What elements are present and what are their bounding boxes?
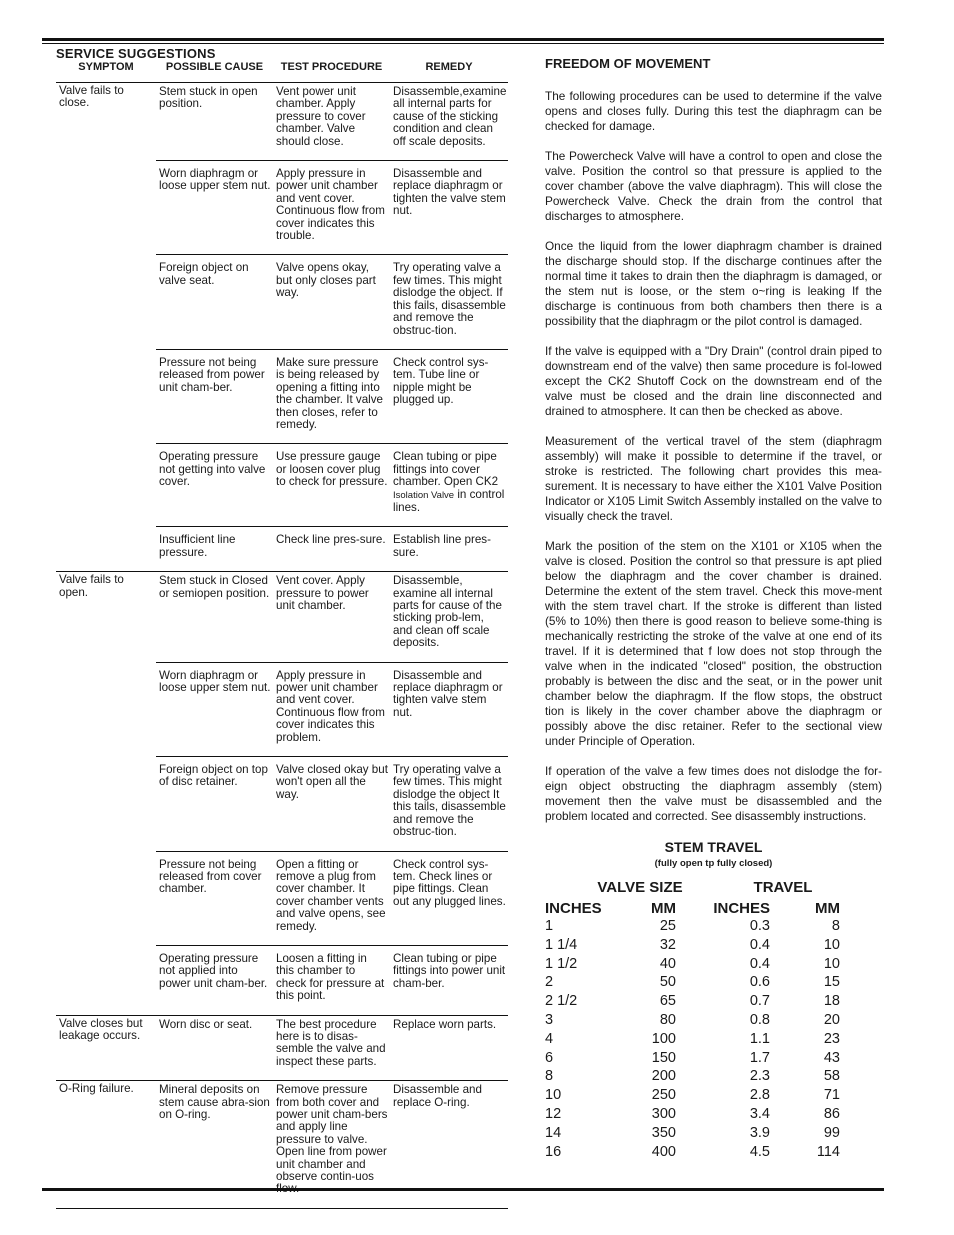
top-rule [42,38,884,41]
stem-travel-cell: 3.4 [749,1105,770,1122]
stem-travel-cell: 40 [659,955,676,972]
stem-travel-cell: 4 [545,1030,554,1047]
stem-travel-cell: 58 [823,1068,840,1085]
stem-travel-cell: 14 [545,1124,562,1141]
remedy-cell: Disassemble, examine all internal parts for cause of the sticking prob-lem, and clean off scale deposits. [393,574,502,650]
table-row [156,349,508,443]
stem-travel-cell: 0.3 [749,918,770,934]
stem-travel-cell: 10 [823,955,840,972]
stem-travel-cell: 86 [823,1105,840,1122]
symptom-group [56,572,508,1015]
remedy-cell: Replace worn parts. [393,1017,497,1031]
symptom-cell: Valve fails to close. [59,84,124,110]
cause-cell: Stem stuck in Closed or semiopen position. [159,574,270,600]
stem-travel-cell: 0.4 [749,936,770,953]
test-cell: Make sure pressure is being released by opening a fitting into the chamber. It valve then closes, refer to remedy. [276,355,383,431]
stem-travel-cell: 25 [659,918,676,934]
symptom-cell: Valve closes but leakage occurs. [59,1016,143,1042]
table-row [156,756,508,850]
stem-travel-row [545,1105,882,1124]
stem-travel-row [545,1086,882,1105]
stem-travel-row [545,1124,882,1143]
remedy-cell: Try operating valve a few times. This might dislodge the object It this tails, disassemble and remove the obstruc-tion. [393,763,506,839]
cause-cell: Worn disc or seat. [159,1017,253,1031]
stem-travel-cell: 2.8 [749,1087,770,1104]
col-header-inches: INCHES [545,900,602,917]
cause-rows [156,1016,508,1081]
cause-cell: Worn diaphragm or loose upper stem nut. [159,668,271,695]
stem-travel-rows [545,917,882,1161]
stem-travel-row [545,917,882,936]
remedy-cell: Disassemble and replace diaphragm or tighten valve stem nut. [393,668,503,719]
cause-cell: Foreign object on valve seat. [159,261,249,287]
remedy-cell: Check control sys-tem. Tube line or nipple might be plugged up. [393,355,489,407]
paragraph: Once the liquid from the lower diaphragm chamber is drained the discharge should stop. If the discharge continues after the normal time it takes to drain then the diaphragm is damaged, or the stem nut is loose, or the stem o~ring is leaking If the discharge is continuous from both chambers then there is a possibility that the diaphragm or the pilot control is damaged. [545,239,882,328]
paragraph: If operation of the valve a few times does not dislodge the for-eign object obstructing the diaphragm assembly (stem) movement then the valve must be disassembled and the problem located and corrected. See disassembly instructions. [545,764,882,823]
symptom-group [56,1016,508,1082]
test-cell: Vent power unit chamber. Apply pressure to cover chamber. Valve should close. [276,85,366,148]
stem-travel-cell: 99 [823,1124,840,1141]
bottom-rule [42,1188,884,1191]
test-cell: Apply pressure in power unit chamber and vent cover. Continuous flow from cover indicates this problem. [276,668,385,744]
table-row [156,83,508,160]
stem-travel-cell: 150 [651,1049,676,1066]
remedy-cell [390,451,508,514]
test-cell: The best procedure here is to disas-semble the valve and inspect these parts. [276,1017,386,1068]
stem-travel-col-headers [545,900,882,917]
stem-travel-cell: 12 [545,1105,562,1122]
paragraph: If the valve is equipped with a "Dry Drain" (control drain piped to downstream end of the valve) then same procedure is fol-lowed except the CK2 Shutoff Cock on the downstream end of the valve must be closed and the drain line disconnected and drained to atmosphere. It can then be checked as above. [545,344,882,418]
stem-travel-cell: 16 [545,1143,562,1160]
remedy-cell: Try operating valve a few times. This might dislodge the object. If this fails, disassemble and remove the obstruc-tion. [393,261,506,337]
cause-cell: Worn diaphragm or loose upper stem nut. [159,167,271,193]
table-row [156,443,508,526]
stem-travel-cell: 4.5 [749,1143,770,1160]
stem-travel-cell: 6 [545,1049,554,1066]
paragraph: The Powercheck Valve will have a control to open and close the valve. Position the control so that pressure is applied to the cover chamber (above the valve diaphragm). This will close the Powercheck Valve. Check the drain from the control that discharges to atmosphere. [545,149,882,223]
stem-travel-cell: 1.1 [749,1030,770,1047]
freedom-paragraphs [545,89,882,824]
stem-travel-cell: 32 [659,936,676,953]
stem-travel-cell: 50 [659,974,676,991]
stem-travel-row [545,936,882,955]
stem-travel-subtitle: (fully open tp fully closed) [654,858,773,869]
cause-cell: Mineral deposits on stem cause abra-sion on O-ring. [159,1083,270,1121]
stem-travel-cell: 65 [659,993,676,1010]
cause-rows [156,572,508,1014]
stem-travel-cell: 43 [823,1049,840,1066]
test-cell: Valve opens okay, but only closes part way. [276,261,376,300]
header-symptom: SYMPTOM [78,61,134,73]
cause-cell: Pressure not being released from cover chamber. [159,857,262,896]
group-header-travel: TRAVEL [753,879,813,896]
stem-travel-cell: 0.6 [749,974,770,991]
stem-travel-cell: 10 [545,1087,562,1104]
stem-travel-row [545,992,882,1011]
stem-travel-cell: 350 [651,1124,676,1141]
remedy-text-small: Isolation Valve [393,489,455,501]
header-test: TEST PROCEDURE [280,61,383,73]
remedy-text-a: Clean tubing or pipe fittings into cover chamber. Open CK2 [393,450,499,489]
cause-cell: Stem stuck in open position. [159,85,258,111]
stem-travel-cell: 2.3 [749,1068,770,1085]
stem-travel-cell: 0.7 [749,993,770,1010]
stem-travel-row [545,1067,882,1086]
header-remedy: REMEDY [425,61,473,73]
remedy-cell: Establish line pres-sure. [393,533,491,559]
table-row [156,851,508,945]
cause-cell: Insufficient line pressure. [159,533,236,559]
cause-cell: Operating pressure not getting into valve cover. [159,450,266,489]
section-title: SERVICE SUGGESTIONS [56,46,216,61]
test-cell: Vent cover. Apply pressure to power unit chamber. [276,574,369,612]
stem-travel-cell: 2 [545,974,554,991]
stem-travel-cell: 15 [823,974,840,991]
stem-travel-cell: 18 [823,993,840,1010]
test-cell: Open a fitting or remove a plug from cover chamber. It cover chamber vents and valve opens, see remedy. [276,857,386,933]
group-header-valve-size: VALVE SIZE [597,879,683,896]
freedom-of-movement [545,56,882,1161]
stem-travel-cell: 300 [651,1105,676,1122]
stem-travel-row [545,1030,882,1049]
stem-travel-group-headers [545,879,882,896]
stem-travel-cell: 71 [823,1087,840,1104]
cause-rows [156,83,508,571]
stem-travel-cell: 8 [831,918,840,934]
remedy-cell: Disassemble,examine all internal parts for cause of the sticking condition and clean off scale deposits. [393,85,507,148]
table-row [156,254,508,348]
test-cell: Valve closed okay but won't open all the way. [276,763,388,801]
test-cell: Remove pressure from both cover and power unit cham-bers and apply line pressure to valve. Open line from power unit chamber and observe contin-uos [276,1083,388,1184]
stem-travel-cell: 250 [651,1087,676,1104]
stem-travel-cell: 1.7 [749,1049,770,1066]
stem-travel-cell: 23 [823,1030,840,1047]
paragraph: Mark the position of the stem on the X101 or X105 when the valve is closed. Position the control so that pressure is apt plied below the diaphragm and the cover chamber is drained. Determine the extent of the stem travel. Check this move-ment with the stem travel chart. If the stroke is different than listed (5% to 10%) then there is good reason to believe some-thing is mechanically restricting the stroke of the valve at one end of its travel. If it is determined that f low does not stop through the valve when in the indicated "closed" position, the obstruction probably is between the disc and the seat, or in the power unit chamber below the diaphragm. If the flow stops, the obstruct tion is likely in the cover chamber above the diaphragm or possibly above the disc retainer. Refer to the sectional view under Principle of Operation. [545,539,882,748]
remedy-cell: Check control sys-tem. Check lines or pipe fittings. Clean out any plugged lines. [393,857,506,908]
test-cell: Check line pres-sure. [276,533,386,547]
stem-travel-cell: 20 [823,1011,840,1028]
stem-travel-cell: 8 [545,1068,554,1085]
symptom-group [56,83,508,572]
stem-travel-row [545,1143,882,1162]
stem-travel-title: STEM TRAVEL [664,839,763,855]
table-row [156,662,508,756]
stem-travel-cell: 114 [816,1143,840,1160]
stem-travel-row [545,955,882,974]
table-row [156,160,508,254]
stem-travel-cell: 200 [651,1068,676,1085]
stem-travel-cell: 1 [545,918,554,934]
table-body [56,83,508,1209]
col-header-travel-inches: INCHES [713,900,770,917]
stem-travel-cell: 0.4 [749,955,770,972]
stem-travel-row [545,1011,882,1030]
stem-travel-cell: 3 [545,1011,554,1028]
freedom-title: FREEDOM OF MOVEMENT [545,56,711,71]
remedy-cell: Clean tubing or pipe fittings into power unit cham-ber. [393,951,506,990]
table-row [156,572,508,661]
cause-cell: Operating pressure not applied into power unit cham-ber. [159,951,268,990]
stem-travel-row [545,973,882,992]
stem-travel-cell: 1 1/4 [545,936,578,953]
header-cause: POSSIBLE CAUSE [165,61,264,73]
cause-cell: Pressure not being released from power unit cham-ber. [159,355,265,394]
cause-cell: Foreign object on top of disc retainer. [159,763,268,789]
stem-travel-cell: 2 1/2 [545,993,578,1010]
col-header-mm: MM [651,900,676,917]
stem-travel-cell: 100 [651,1030,676,1047]
stem-travel-cell: 3.9 [749,1124,770,1141]
test-cell: Loosen a fitting in this chamber to check for pressure at this point. [276,951,385,1003]
paragraph: The following procedures can be used to determine if the valve opens and closes fully. During this test the diaphragm can be checked for damage. [545,89,882,133]
table-row [156,1016,508,1081]
remedy-cell: Disassemble and replace O-ring. [393,1083,482,1109]
test-cell: Use pressure gauge or loosen cover plug to check for pressure. [276,450,388,489]
stem-travel-cell: 400 [651,1143,676,1160]
remedy-text-b: in control lines. [393,487,505,514]
stem-travel-cell: 10 [823,936,840,953]
test-cell: Apply pressure in power unit chamber and vent cover. Continuous flow from cover indicates this trouble. [276,167,385,243]
stem-travel-row [545,1049,882,1068]
table-row [156,945,508,1015]
symptom-cell: Valve fails to open. [59,573,124,599]
stem-travel-cell: 0.8 [749,1011,770,1028]
remedy-cell: Disassemble and replace diaphragm or tighten the valve stem nut. [393,167,506,218]
col-header-travel-mm: MM [815,900,840,917]
top-rule-thin [42,43,884,44]
stem-travel-cell: 1 1/2 [545,955,578,972]
stem-travel-cell: 80 [659,1011,676,1028]
symptom-cell: O-Ring failure. [59,1082,134,1096]
service-suggestions [56,46,508,1209]
table-header [56,61,508,83]
paragraph: Measurement of the vertical travel of the stem (diaphragm assembly) will make it possible to determine if the travel, or stroke is restricted. The following chart provides this mea-surement. It is necessary to have either the X101 Valve Position Indicator or X105 Limit Switch Assembly installed on the valve to visually check the travel. [545,434,882,523]
table-row [156,526,508,571]
